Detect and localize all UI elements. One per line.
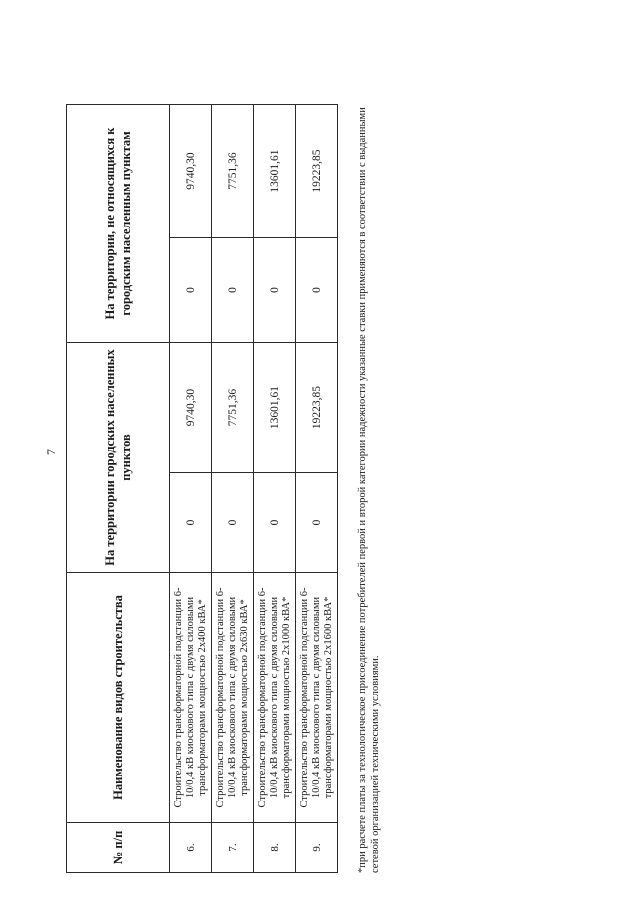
- row-name: Строительство трансформаторной подстанции 6-10/0,4 кВ киоскового типа с двумя силовыми трансформаторами мощностью 2х630 кВА*: [212, 573, 254, 823]
- row-urban-2: 13601,61: [254, 343, 296, 473]
- header-rural: На территории, не относящихся к городским населенным пунктам: [67, 104, 170, 342]
- header-urban: На территории городских населенных пунктов: [67, 343, 170, 573]
- rates-table: [66, 104, 338, 873]
- row-rural-2: 9740,30: [170, 104, 212, 237]
- table-row: [212, 104, 254, 872]
- row-urban-2: 9740,30: [170, 343, 212, 473]
- footnote: *при расчете платы за технологическое присоединение потребителей первой и второй категории надежности указанные ставки применяются в соответствии с выданными сетевой организацией техническими условиями.: [357, 107, 381, 873]
- row-urban-1: 0: [296, 473, 338, 573]
- row-number: 8.: [254, 823, 296, 873]
- row-rural-1: 0: [296, 238, 338, 343]
- row-number: 6.: [170, 823, 212, 873]
- row-rural-1: 0: [254, 238, 296, 343]
- row-name: Строительство трансформаторной подстанции 6-10/0,4 кВ киоскового типа с двумя силовыми трансформаторами мощностью 2х1000 кВА*: [254, 573, 296, 823]
- table-row: [296, 104, 338, 872]
- row-urban-2: 7751,36: [212, 343, 254, 473]
- row-name: Строительство трансформаторной подстанции 6-10/0,4 кВ киоскового типа с двумя силовыми трансформаторами мощностью 2х1600 кВА*: [296, 573, 338, 823]
- row-rural-2: 19223,85: [296, 104, 338, 237]
- row-rural-1: 0: [170, 238, 212, 343]
- row-name: Строительство трансформаторной подстанции 6-10/0,4 кВ киоскового типа с двумя силовыми трансформаторами мощностью 2х400 кВА*: [170, 573, 212, 823]
- row-urban-1: 0: [212, 473, 254, 573]
- row-urban-1: 0: [254, 473, 296, 573]
- table-row: [254, 104, 296, 872]
- row-urban-1: 0: [170, 473, 212, 573]
- row-rural-2: 13601,61: [254, 104, 296, 237]
- header-number: № п/п: [67, 823, 170, 873]
- row-number: 9.: [296, 823, 338, 873]
- row-number: 7.: [212, 823, 254, 873]
- table-row: [170, 104, 212, 872]
- header-name: Наименование видов строительства: [67, 573, 170, 823]
- row-rural-2: 7751,36: [212, 104, 254, 237]
- table-header-row: [67, 104, 170, 872]
- page-number: 7: [44, 449, 58, 455]
- row-rural-1: 0: [212, 238, 254, 343]
- row-urban-2: 19223,85: [296, 343, 338, 473]
